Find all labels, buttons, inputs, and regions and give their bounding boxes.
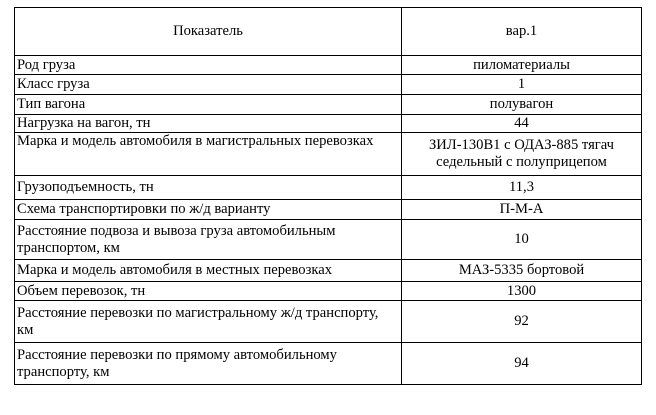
row-label-rail-scheme: Схема транспортировки по ж/д варианту xyxy=(15,200,402,220)
table-row xyxy=(15,115,642,133)
row-value-road-distance: 94 xyxy=(402,343,642,385)
row-value-rail-scheme: П-М-А xyxy=(402,200,642,220)
row-label-wagon-type: Тип вагона xyxy=(15,95,402,115)
row-value-rail-distance: 92 xyxy=(402,301,642,343)
row-value-cargo-type: пиломатериалы xyxy=(402,56,642,75)
row-label-local-vehicle: Марка и модель автомобиля в местных перевозках xyxy=(15,260,402,282)
table-row xyxy=(15,75,642,95)
table-row xyxy=(15,220,642,260)
parameters-table xyxy=(14,7,642,385)
table-row xyxy=(15,56,642,75)
row-value-volume: 1300 xyxy=(402,282,642,301)
table-row xyxy=(15,95,642,115)
row-label-haul-distance: Расстояние подвоза и вывоза груза автомобильным транспортом, км xyxy=(15,220,402,260)
row-label-capacity: Грузоподъемность, тн xyxy=(15,176,402,200)
row-value-haul-distance: 10 xyxy=(402,220,642,260)
row-label-cargo-type: Род груза xyxy=(15,56,402,75)
row-value-local-vehicle: МАЗ-5335 бортовой xyxy=(402,260,642,282)
table-row xyxy=(15,133,642,176)
table-row xyxy=(15,282,642,301)
row-label-rail-distance: Расстояние перевозки по магистральному ж/д транспорту, км xyxy=(15,301,402,343)
row-value-capacity: 11,3 xyxy=(402,176,642,200)
row-label-wagon-load: Нагрузка на вагон, тн xyxy=(15,115,402,133)
table-row xyxy=(15,343,642,385)
row-label-mainline-vehicle: Марка и модель автомобиля в магистральных перевозках xyxy=(15,133,402,176)
row-label-road-distance: Расстояние перевозки по прямому автомобильному транспорту, км xyxy=(15,343,402,385)
row-label-volume: Объем перевозок, тн xyxy=(15,282,402,301)
table-row xyxy=(15,200,642,220)
row-value-mainline-vehicle: ЗИЛ-130В1 с ОДАЗ-885 тягач седельный с полуприцепом xyxy=(402,133,642,176)
table-header-row xyxy=(15,8,642,56)
row-value-wagon-load: 44 xyxy=(402,115,642,133)
row-value-wagon-type: полувагон xyxy=(402,95,642,115)
table-row xyxy=(15,176,642,200)
row-value-cargo-class: 1 xyxy=(402,75,642,95)
table-row xyxy=(15,260,642,282)
row-label-cargo-class: Класс груза xyxy=(15,75,402,95)
table-row xyxy=(15,301,642,343)
header-parameter: Показатель xyxy=(15,8,402,56)
header-variant: вар.1 xyxy=(402,8,642,56)
